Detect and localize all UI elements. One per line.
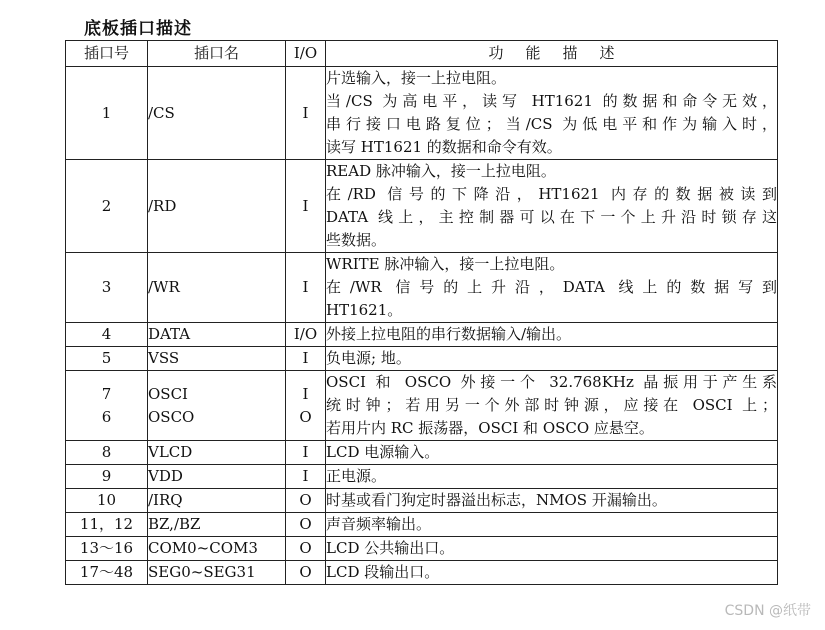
io-cell [286, 67, 326, 160]
pin-number-line: 9 [101, 467, 112, 485]
io-line: I [302, 443, 309, 461]
io-cell [286, 489, 326, 513]
io-line: I/O [293, 325, 318, 343]
table-row [66, 441, 778, 465]
pin-name-line: COM0~COM3 [148, 539, 258, 557]
pin-name-line: /CS [148, 103, 175, 122]
pin-number-cell [66, 537, 148, 561]
io-line: I [302, 196, 309, 215]
pin-number-cell [66, 323, 148, 347]
table-row [66, 253, 778, 323]
pin-number-cell [66, 513, 148, 537]
table-row [66, 347, 778, 371]
pin-name-line: OSCO [148, 407, 195, 426]
description-line: 串行接口电路复位；当/CS 为低电平和作为输入时， [326, 115, 777, 133]
table-row [66, 160, 778, 253]
description-line: DATA 线上，主控制器可以在下一个上升沿时锁存这 [326, 208, 777, 226]
io-cell [286, 371, 326, 441]
description-line: 当/CS 为高电平，读写 HT1621 的数据和命令无效， [326, 92, 777, 110]
pin-number-cell [66, 347, 148, 371]
watermark: CSDN @纸带 [724, 603, 811, 619]
description-line: OSCI 和 OSCO 外接一个 32.768KHz 晶振用于产生系 [326, 373, 777, 391]
pin-name-cell [148, 441, 286, 465]
io-cell [286, 323, 326, 347]
io-cell [286, 160, 326, 253]
io-line: I [302, 278, 309, 296]
description-line: WRITE 脉冲输入，接一上拉电阻。 [326, 255, 565, 273]
pin-name-line: VLCD [148, 443, 193, 461]
io-line: I [302, 384, 309, 403]
pin-number-line: 10 [96, 491, 117, 509]
pin-number-cell [66, 253, 148, 323]
pin-name-cell [148, 371, 286, 441]
table-row [66, 465, 778, 489]
pin-number-line: 1 [101, 103, 112, 122]
description-line: LCD 电源输入。 [326, 443, 440, 461]
io-line: I [302, 103, 309, 122]
io-line: I [302, 349, 309, 367]
description-line: 声音频率输出。 [326, 515, 432, 533]
description-line: 时基或看门狗定时器溢出标志，NMOS 开漏输出。 [326, 491, 667, 509]
description-line: READ 脉冲输入，接一上拉电阻。 [326, 162, 556, 180]
header-description-label: 功能描述 [488, 44, 637, 62]
description-line: 外接上拉电阻的串行数据输入/输出。 [326, 325, 572, 343]
description-line: 片选输入，接一上拉电阻。 [326, 69, 507, 87]
description-cell [326, 347, 778, 371]
description-line: 些数据。 [326, 231, 387, 249]
table-row [66, 323, 778, 347]
description-line: 负电源; 地。 [326, 349, 411, 367]
pin-number-cell [66, 371, 148, 441]
io-line: O [299, 407, 312, 426]
pin-name-line: /RD [148, 196, 177, 215]
io-cell [286, 441, 326, 465]
io-line: O [299, 539, 312, 557]
header-pin-number: 插口号 [66, 41, 148, 67]
description-cell [326, 160, 778, 253]
description-cell [326, 465, 778, 489]
pin-number-cell [66, 160, 148, 253]
description-line: LCD 段输出口。 [326, 563, 440, 581]
io-line: I [302, 467, 309, 485]
header-pin-name: 插口名 [148, 41, 286, 67]
pin-name-cell [148, 347, 286, 371]
table-row [66, 561, 778, 585]
pin-number-cell [66, 561, 148, 585]
pin-number-cell [66, 441, 148, 465]
pin-name-line: SEG0~SEG31 [148, 563, 256, 581]
pin-name-cell [148, 160, 286, 253]
pin-name-cell [148, 465, 286, 489]
description-line: LCD 公共输出口。 [326, 539, 455, 557]
io-cell [286, 253, 326, 323]
pin-number-cell [66, 67, 148, 160]
description-line: 若用片内 RC 振荡器，OSCI 和 OSCO 应悬空。 [326, 419, 654, 437]
description-cell [326, 371, 778, 441]
pin-name-cell [148, 537, 286, 561]
io-cell [286, 465, 326, 489]
header-io: I/O [286, 41, 326, 67]
io-cell [286, 561, 326, 585]
table-row [66, 67, 778, 160]
pin-name-line: /IRQ [148, 491, 183, 509]
pin-name-line: /WR [148, 278, 180, 296]
pin-name-cell [148, 561, 286, 585]
io-line: O [299, 563, 312, 581]
description-line: 正电源。 [326, 467, 387, 485]
io-line: O [299, 491, 312, 509]
pin-number-line: 6 [101, 407, 112, 426]
description-line: 统时钟；若用另一个外部时钟源，应接在 OSCI 上； [326, 396, 777, 414]
header-description [326, 41, 778, 67]
pin-name-line: VDD [148, 467, 183, 485]
pin-name-line: BZ,/BZ [148, 515, 201, 533]
description-line: HT1621。 [326, 301, 403, 319]
pin-name-cell [148, 253, 286, 323]
io-line: O [299, 515, 312, 533]
pin-number-line: 17～48 [79, 563, 134, 581]
pin-number-line: 11，12 [79, 515, 134, 533]
pin-number-cell [66, 489, 148, 513]
io-cell [286, 513, 326, 537]
pin-name-cell [148, 67, 286, 160]
description-cell [326, 561, 778, 585]
pin-number-line: 13～16 [79, 539, 134, 557]
description-cell [326, 67, 778, 160]
pin-name-line: DATA [148, 325, 191, 343]
description-cell [326, 537, 778, 561]
description-line: 在/RD 信号的下降沿，HT1621 内存的数据被读到 [326, 185, 777, 203]
description-cell [326, 253, 778, 323]
table-row [66, 537, 778, 561]
pin-name-line: OSCI [148, 384, 188, 403]
description-cell [326, 323, 778, 347]
pin-number-line: 2 [101, 196, 112, 215]
pin-number-line: 7 [101, 384, 112, 403]
pin-number-cell [66, 465, 148, 489]
io-cell [286, 537, 326, 561]
table-header-row [66, 41, 778, 67]
description-line: 读写 HT1621 的数据和命令有效。 [326, 138, 562, 156]
description-cell [326, 489, 778, 513]
pin-name-cell [148, 513, 286, 537]
table-row [66, 513, 778, 537]
pin-description-table [65, 40, 778, 585]
table-row [66, 371, 778, 441]
document-title: 底板插口描述 [84, 19, 192, 39]
pin-number-line: 3 [101, 278, 112, 296]
table-body [66, 67, 778, 585]
description-cell [326, 441, 778, 465]
pin-number-line: 4 [101, 325, 112, 343]
description-line: 在/WR 信号的上升沿，DATA 线上的数据写到 [326, 278, 777, 296]
pin-number-line: 5 [101, 349, 112, 367]
pin-name-cell [148, 323, 286, 347]
pin-name-line: VSS [148, 349, 180, 367]
description-cell [326, 513, 778, 537]
pin-name-cell [148, 489, 286, 513]
table-row [66, 489, 778, 513]
pin-number-line: 8 [101, 443, 112, 461]
io-cell [286, 347, 326, 371]
